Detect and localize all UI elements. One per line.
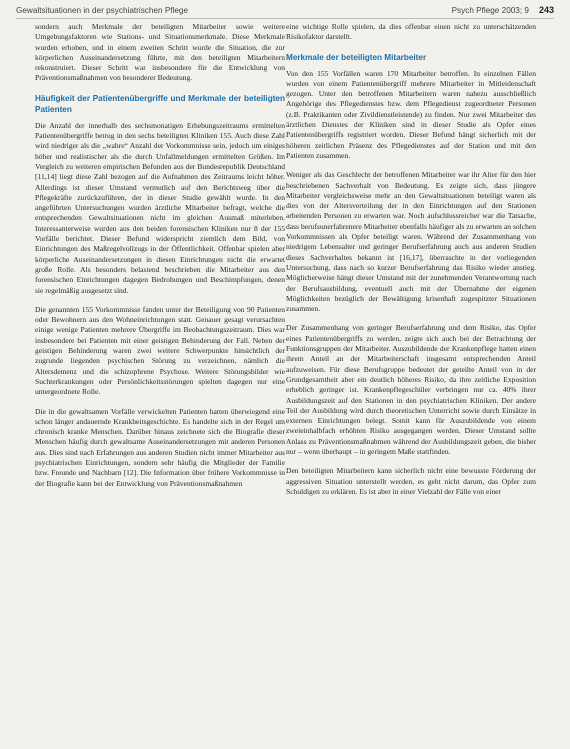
section-heading: Häufigkeit der Patientenübergriffe und Merkmale der beteiligten Patienten — [35, 93, 285, 114]
paragraph: sondern auch Merkmale der beteiligten Mitarbeiter sowie weitere Umgebungsfaktoren wie Stations- und Situationsmerkmale. Diese Merkmale wurden erhoben, und in einem zweiten Schritt wurde die Situation, die zur körperlichen Auseinandersetzung führte, mit den beteiligten Mitarbeitern rekonstruiert. Dieser Schritt war insbesondere für die Entwicklung von Präventionsmaßnahmen von besonderer Bedeutung. — [35, 22, 285, 83]
header-rule — [16, 18, 554, 19]
paragraph: Der Zusammenhang von geringer Berufserfahrung und dem Risiko, das Opfer eines Patientenübergriffs zu werden, zeigte sich auch bei der Betrachtung der Funktionsgruppen der Mitarbeiter. Auszubildende der Krankenpflege hatten einen ihrem Anteil an der Mitarbeiterschaft insgesamt entsprechenden Anteil aufzuweisen. Für diese Berufsgruppe bedeutet der geteilte Anteil von in der Grundgesamtheit aber ein deutlich höheres Risiko, da ihre zeitliche Exposition erheblich geringer ist. Krankenpflegeschüler verbringen nur ca. 40% ihrer Ausbildungszeit auf den Stationen in den psychiatrischen Kliniken. Der andere Teil der Ausbildung wird durch theoretischen Unterricht sowie durch Einsätze in externen Einrichtungen belegt. Somit kann für Auszubildende von einem zweieinhalbfach erhöhten Risiko ausgegangen werden. Dieser Umstand sollte Anlass zu Präventionsmaßnahmen während der Ausbildungszeit geben, die bisher nur – wenn überhaupt – in geringem Maße stattfinden. — [286, 323, 536, 456]
paragraph: Die in die gewaltsamen Vorfälle verwickelten Patienten hatten überwiegend eine schon länger andauernde Krankheitsgeschichte. Es handelte sich in der Regel um chronisch kranke Menschen. Darüber hinaus zeichnete sich die Biografie dieser Menschen häufig durch gewaltsame Auseinandersetzungen mit anderen Personen aus. Dies sind nach Erfahrungen aus anderen Studien nicht immer Mitarbeiter aus psychiatrischen Einrichtungen, sondern sehr häufig die Mitglieder der Familie bzw. Freunde und Nachbarn [12]. Die Information über frühere Vorkommnisse in der Biografie kann bei der Entwicklung von Präventionsmaßnahmen — [35, 406, 285, 488]
running-header — [16, 2, 554, 18]
paragraph: Die genannten 155 Vorkommnisse fanden unter der Beteiligung von 90 Patienten oder Bewohnern aus den Wohneinrichtungen statt. Genauer gesagt verursachten einige wenige Patienten mehrere Übergriffe im Beobachtungszeitraum. Dies war insbesondere bei Patienten mit einer geistigen Behinderung der Fall. Neben der geistigen Behinderung waren zwei weitere Schwerpunkte hinsichtlich der zugrunde liegenden psychischen Störung zu verzeichnen, nämlich die Altersdemenz und die schizophrene Psychose. Weitere Störungsbilder wie Suchterkrankungen oder Persönlichkeitsstörungen spielten dagegen nur eine untergeordnete Rolle. — [35, 304, 285, 397]
paragraph: Weniger als das Geschlecht der betroffenen Mitarbeiter war ihr Alter für den hier beschriebenen Sachverhalt von Bedeutung. Es zeigte sich, dass jüngere Mitarbeiter vergleichsweise mehr an den Gewaltsituationen beteiligt waren als dies von der Altersverteilung der in den Einrichtungen auf den Stationen arbeitenden Personen zu erwarten war. Noch aufschlussreicher war die Tatsache, dass berufsunerfahrenere Mitarbeiter ebenfalls häufiger als zu erwarten an solchen Vorkommnissen als Opfer beteiligt waren. Während der Zusammenhang von niedrigem Lebensalter und geringer Berufserfahrung auch aus anderen Studien dieses Sachverhaltes bekannt ist [16,17], überraschte in der vorliegenden Untersuchung, dass nach so kurzer Berufserfahrung das Risiko wieder anstieg. Möglicherweise hängt dieser Umstand mit der zunehmenden Verantwortung nach der Berufsausbildung, eventuell auch mit der Übernahme der eigenen Möglichkeiten bezüglich der Bewältigung krisenhaft zugespitzter Situationen zusammen. — [286, 170, 536, 314]
page-number: 243 — [538, 5, 554, 15]
section-heading: Merkmale der beteiligten Mitarbeiter — [286, 52, 427, 62]
paragraph: eine wichtige Rolle spielen, da dies offenbar einen nicht zu unterschätzenden Risikofaktor darstellt. — [286, 22, 536, 42]
paragraph: Die Anzahl der innerhalb des sechsmonatigen Erhebungszeitraums ermittelten Patientenübergriffe betrug in den sechs beteiligten Kliniken 155. Auch diese Zahl wird niedriger als die „wahre“ Anzahl der Vorkommnisse sein, jedoch um einiges höher und realistischer als die durch Unfallmeldungen ermittelten Größen. Im Vergleich zu weiteren empirischen Befunden aus der Bundesrepublik Deutschland [11,14] liegt diese Zahl bezogen auf die Aufnahmen des Zeitraums leicht höher. Allerdings ist dieser Umstand vermutlich auf den Berichtsweg über die Pflegekräfte zurückzuführen, der in dieser Studie gewählt wurde. In den angeführten Untersuchungen wurden ärztliche Mitarbeiter befragt, welche die entsprechenden Gewaltsituationen nicht im gleichen Ausmaß miterleben. Interessanterweise wurden aus den beiden forensischen Kliniken nur 8 der 155 Vorfälle berichtet. Dieser Befund widerspricht ziemlich dem Bild, von Einrichtungen des Maßregelvollzugs in der Öffentlichkeit. Offenbar spielen aber körperliche Auseinandersetzungen in diesen Einrichtungen nicht die erwartet große Rolle. Als besonders belastend beschrieben die Mitarbeiter aus den forensischen Einrichtungen dagegen Bedrohungen und Beschimpfungen, denen sie regelmäßig ausgesetzt sind. — [35, 120, 285, 295]
header-section-title: Gewaltsituationen in der psychiatrischen Pflege — [16, 5, 189, 15]
paragraph: Den beteiligten Mitarbeitern kann sicherlich nicht eine bewusste Förderung der aggressiven Situation unterstellt werden, es geht nicht darum, das Opfer zum Schuldigen zu erklären. Es ist aber in einer Vielzahl der Fälle von einer — [286, 466, 536, 496]
right-column — [286, 22, 536, 749]
paragraph: Von den 155 Vorfällen waren 170 Mitarbeiter betroffen. In einzelnen Fällen wurden von einem Patientenübergriff mehrere Mitarbeiter in Mitleidenschaft gezogen. Unter den betroffenen Mitarbeitern waren nahezu ausschließlich Angehörige des Pflegedienstes bzw. dem Pflegedienst zugeordneter Personen (z.B. Praktikanten oder Zivildienstleistende) zu finden. Nur zwei Mitarbeiter des ärztlichen Dienstes der Kliniken sind in dieser Studie als Opfer eines Patientenübergriffs registriert worden. Dieser Befund hängt sicherlich mit der höheren zeitlichen Präsenz des Pflegedienstes auf der Station und mit den Patienten zusammen. — [286, 68, 536, 160]
left-column — [35, 22, 285, 749]
header-journal: Psych Pflege 2003; 9 — [451, 5, 529, 15]
header-right — [452, 5, 554, 15]
